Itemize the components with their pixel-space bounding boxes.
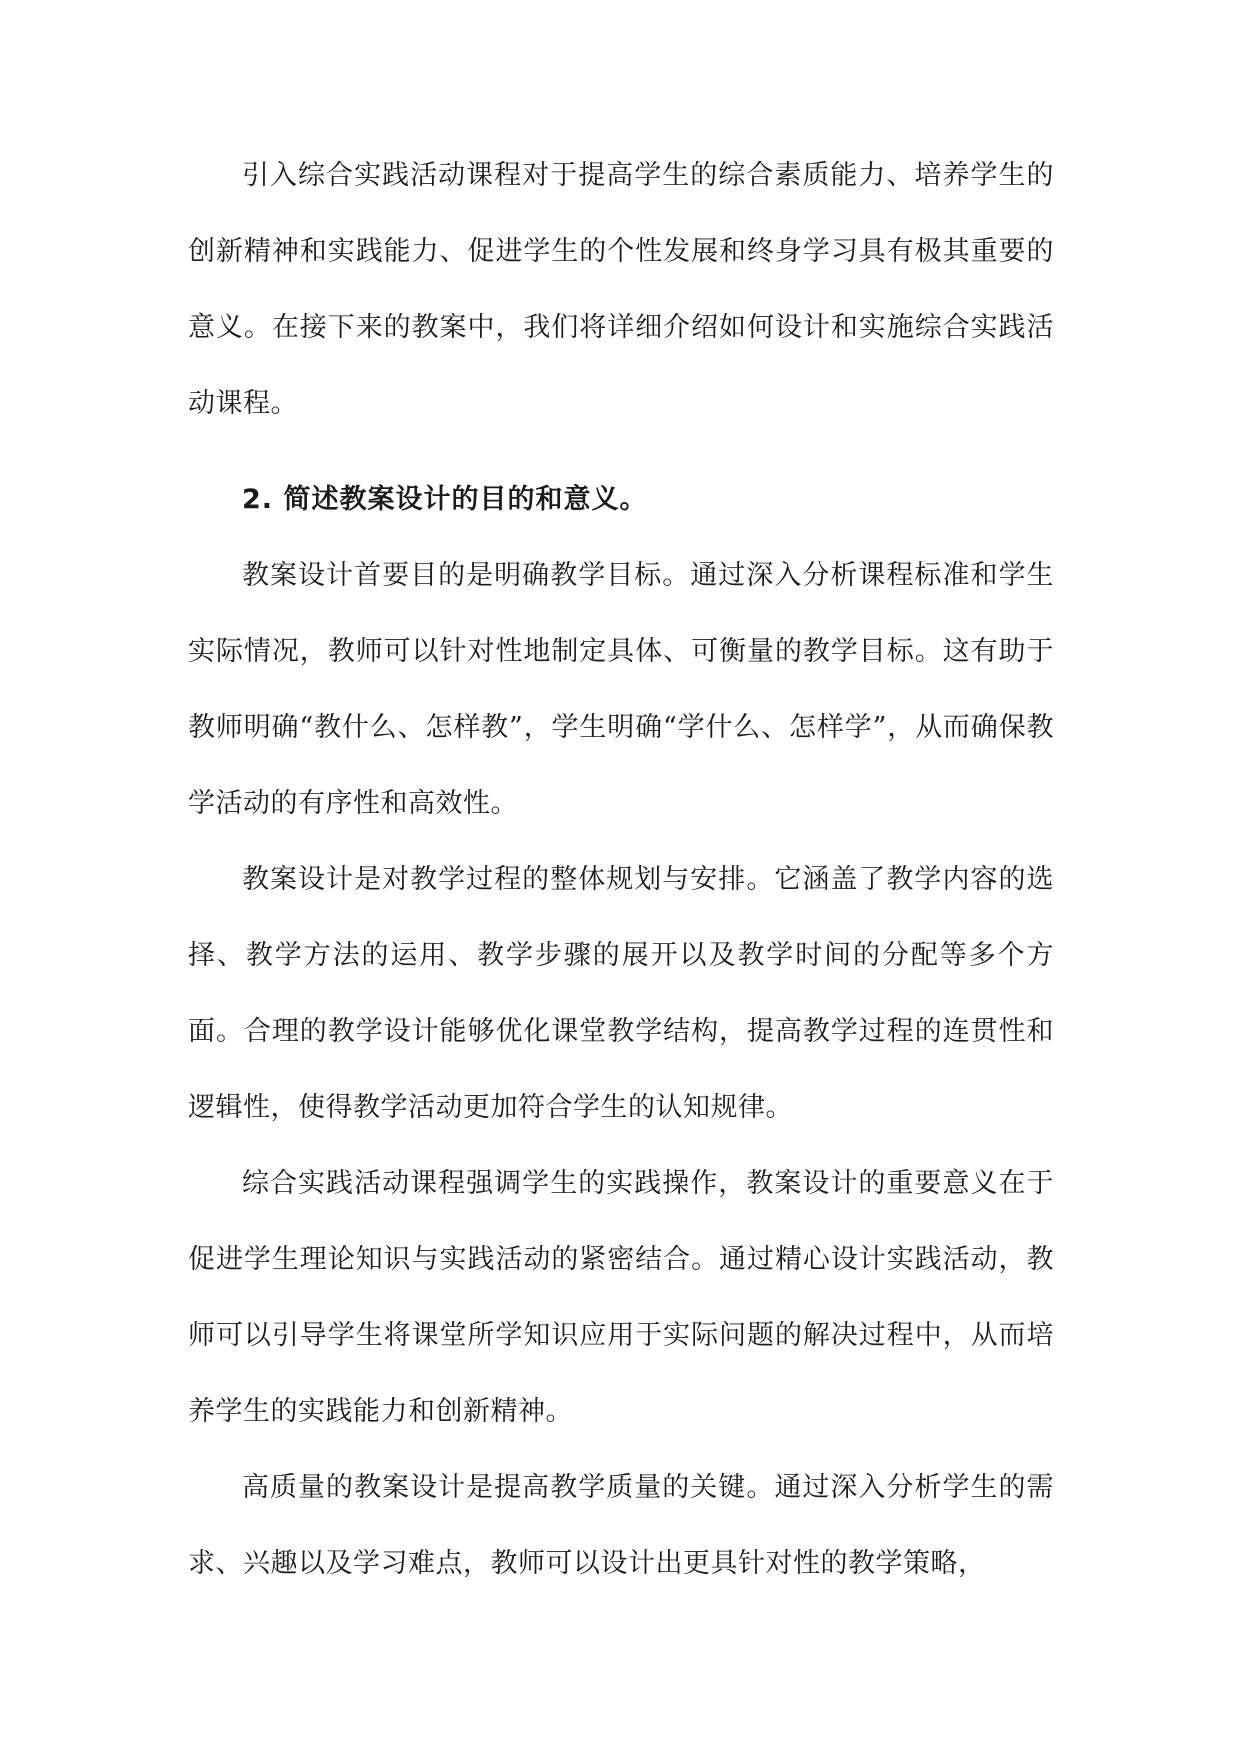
body-paragraph-1: 教案设计首要目的是明确教学目标。通过深入分析课程标准和学生实际情况，教师可以针对性地制定具体、可衡量的教学目标。这有助于教师明确“教什么、怎样教”，学生明确“学什么、怎样学”，从而确保教学活动的有序性和高效性。 [188,560,1054,819]
section-heading: 2. 简述教案设计的目的和意义。 [242,484,648,515]
body-paragraph-3: 综合实践活动课程强调学生的实践操作，教案设计的重要意义在于促进学生理论知识与实践活动的紧密结合。通过精心设计实践活动，教师可以引导学生将课堂所学知识应用于实际问题的解决过程中，从而培养学生的实践能力和创新精神。 [188,1168,1054,1427]
body-paragraph-2: 教案设计是对教学过程的整体规划与安排。它涵盖了教学内容的选择、教学方法的运用、教学步骤的展开以及教学时间的分配等多个方面。合理的教学设计能够优化课堂教学结构，提高教学过程的连贯性和逻辑性，使得教学活动更加符合学生的认知规律。 [188,864,1054,1123]
body-paragraph-4: 高质量的教案设计是提高教学质量的关键。通过深入分析学生的需求、兴趣以及学习难点，教师可以设计出更具针对性的教学策略， [188,1472,1054,1579]
intro-paragraph: 引入综合实践活动课程对于提高学生的综合素质能力、培养学生的创新精神和实践能力、促进学生的个性发展和终身学习具有极其重要的意义。在接下来的教案中，我们将详细介绍如何设计和实施综合实践活动课程。 [188,160,1054,419]
document-body [188,138,1054,1602]
section-spacer [188,442,1054,462]
